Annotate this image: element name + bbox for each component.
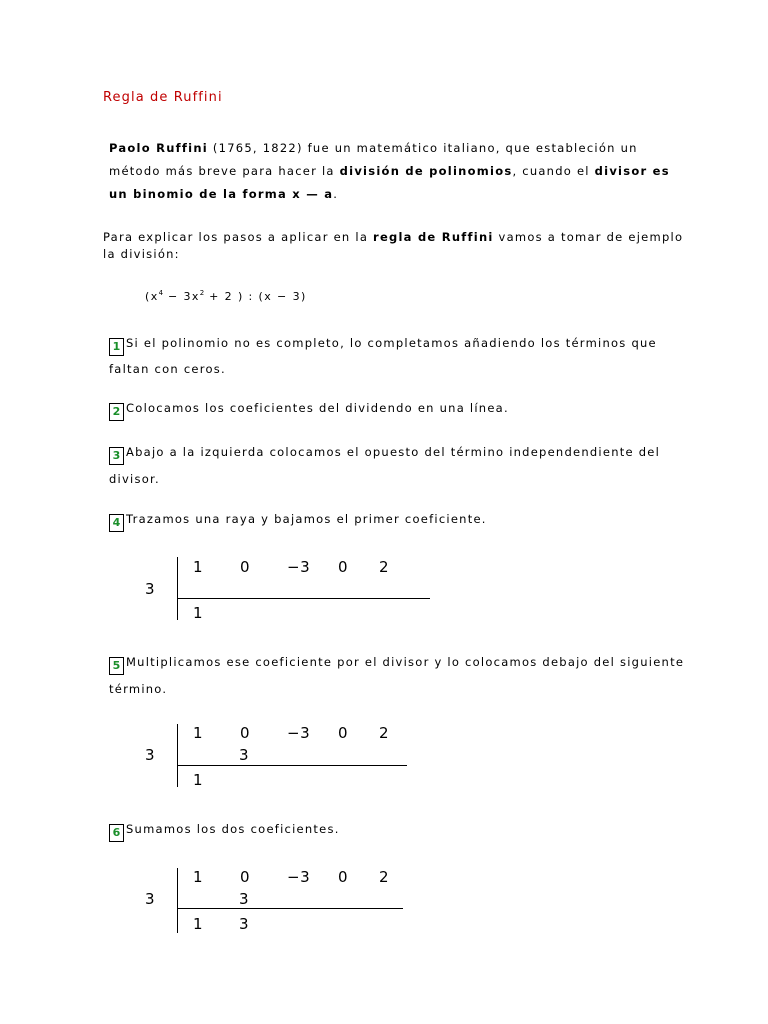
- ruffini-result: 1: [193, 915, 204, 933]
- step-number-badge: 2: [109, 403, 124, 421]
- explain-bold: regla de Ruffini: [373, 230, 494, 244]
- ruffini-coefficient: 0: [338, 868, 349, 886]
- intro-name: Paolo Ruffini: [109, 141, 208, 155]
- explain-line-1: [103, 226, 683, 249]
- step-6-line-1: [109, 818, 340, 842]
- formula-part: − 3x: [163, 290, 200, 303]
- step-text: Trazamos una raya y bajamos el primer coeficiente.: [126, 512, 487, 526]
- ruffini-coefficient: 2: [379, 558, 390, 576]
- intro-text: (1765, 1822) fue un matemático italiano, que estableción un: [208, 141, 638, 155]
- ruffini-coefficient: 2: [379, 868, 390, 886]
- step-number-badge: 5: [109, 657, 124, 675]
- ruffini-coefficient: −3: [287, 558, 311, 576]
- step-text: Abajo a la izquierda colocamos el opuesto del término independendiente del: [126, 445, 661, 459]
- ruffini-divisor: 3: [145, 580, 156, 598]
- step-number-badge: 3: [109, 447, 124, 465]
- ruffini-coefficient: 0: [240, 724, 251, 742]
- intro-bold: división de polinomios: [339, 164, 513, 178]
- intro-line-3: [109, 183, 338, 206]
- step-text: Sumamos los dos coeficientes.: [126, 822, 340, 836]
- ruffini-coefficient: 1: [193, 558, 204, 576]
- ruffini-coefficient: −3: [287, 724, 311, 742]
- ruffini-horizontal-line: [177, 598, 430, 599]
- intro-line-2: [109, 160, 670, 183]
- step-3-line-1: [109, 441, 660, 465]
- ruffini-coefficient: 1: [193, 724, 204, 742]
- intro-line-1: [109, 137, 638, 160]
- explain-line-2: la división:: [103, 247, 180, 261]
- ruffini-coefficient: 0: [240, 868, 251, 886]
- intro-bold: un binomio de la forma x — a: [109, 187, 334, 201]
- step-4-line-1: [109, 508, 487, 532]
- ruffini-coefficient: 2: [379, 724, 390, 742]
- step-5-line-1: [109, 651, 684, 675]
- step-5-line-2: término.: [109, 682, 168, 696]
- ruffini-coefficient: 0: [338, 558, 349, 576]
- intro-text: , cuando el: [512, 164, 595, 178]
- formula-exponent: 2: [199, 289, 205, 297]
- formula-exponent: 4: [158, 289, 164, 297]
- page-title: Regla de Ruffini: [103, 90, 223, 105]
- ruffini-vertical-line: [177, 868, 178, 933]
- formula-part: (x: [145, 290, 159, 303]
- step-text: Multiplicamos ese coeficiente por el divisor y lo colocamos debajo del siguiente: [126, 655, 685, 669]
- ruffini-product: 3: [239, 890, 250, 908]
- step-1-line-2: faltan con ceros.: [109, 362, 226, 376]
- ruffini-horizontal-line: [177, 908, 403, 909]
- ruffini-horizontal-line: [177, 765, 407, 766]
- ruffini-vertical-line: [177, 557, 178, 620]
- explain-text: Para explicar los pasos a aplicar en la: [103, 230, 374, 244]
- ruffini-coefficient: 0: [338, 724, 349, 742]
- step-1-line-1: [109, 332, 657, 356]
- division-formula: [145, 289, 307, 303]
- formula-part: + 2 ) : (x − 3): [204, 290, 307, 303]
- ruffini-coefficient: −3: [287, 868, 311, 886]
- intro-text: método más breve para hacer la: [109, 164, 340, 178]
- step-number-badge: 4: [109, 514, 124, 532]
- step-2-line-1: [109, 397, 509, 421]
- ruffini-result: 3: [239, 915, 250, 933]
- intro-bold: divisor es: [594, 164, 670, 178]
- ruffini-result: 1: [193, 771, 204, 789]
- step-text: Colocamos los coeficientes del dividendo en una línea.: [126, 401, 509, 415]
- ruffini-result: 1: [193, 604, 204, 622]
- ruffini-divisor: 3: [145, 746, 156, 764]
- step-3-line-2: divisor.: [109, 472, 160, 486]
- ruffini-divisor: 3: [145, 890, 156, 908]
- explain-text: vamos a tomar de ejemplo: [493, 230, 684, 244]
- step-number-badge: 1: [109, 338, 124, 356]
- ruffini-product: 3: [239, 746, 250, 764]
- ruffini-vertical-line: [177, 724, 178, 787]
- intro-text: .: [333, 187, 339, 201]
- step-text: Si el polinomio no es completo, lo completamos añadiendo los términos que: [126, 336, 657, 350]
- ruffini-coefficient: 0: [240, 558, 251, 576]
- step-number-badge: 6: [109, 824, 124, 842]
- ruffini-coefficient: 1: [193, 868, 204, 886]
